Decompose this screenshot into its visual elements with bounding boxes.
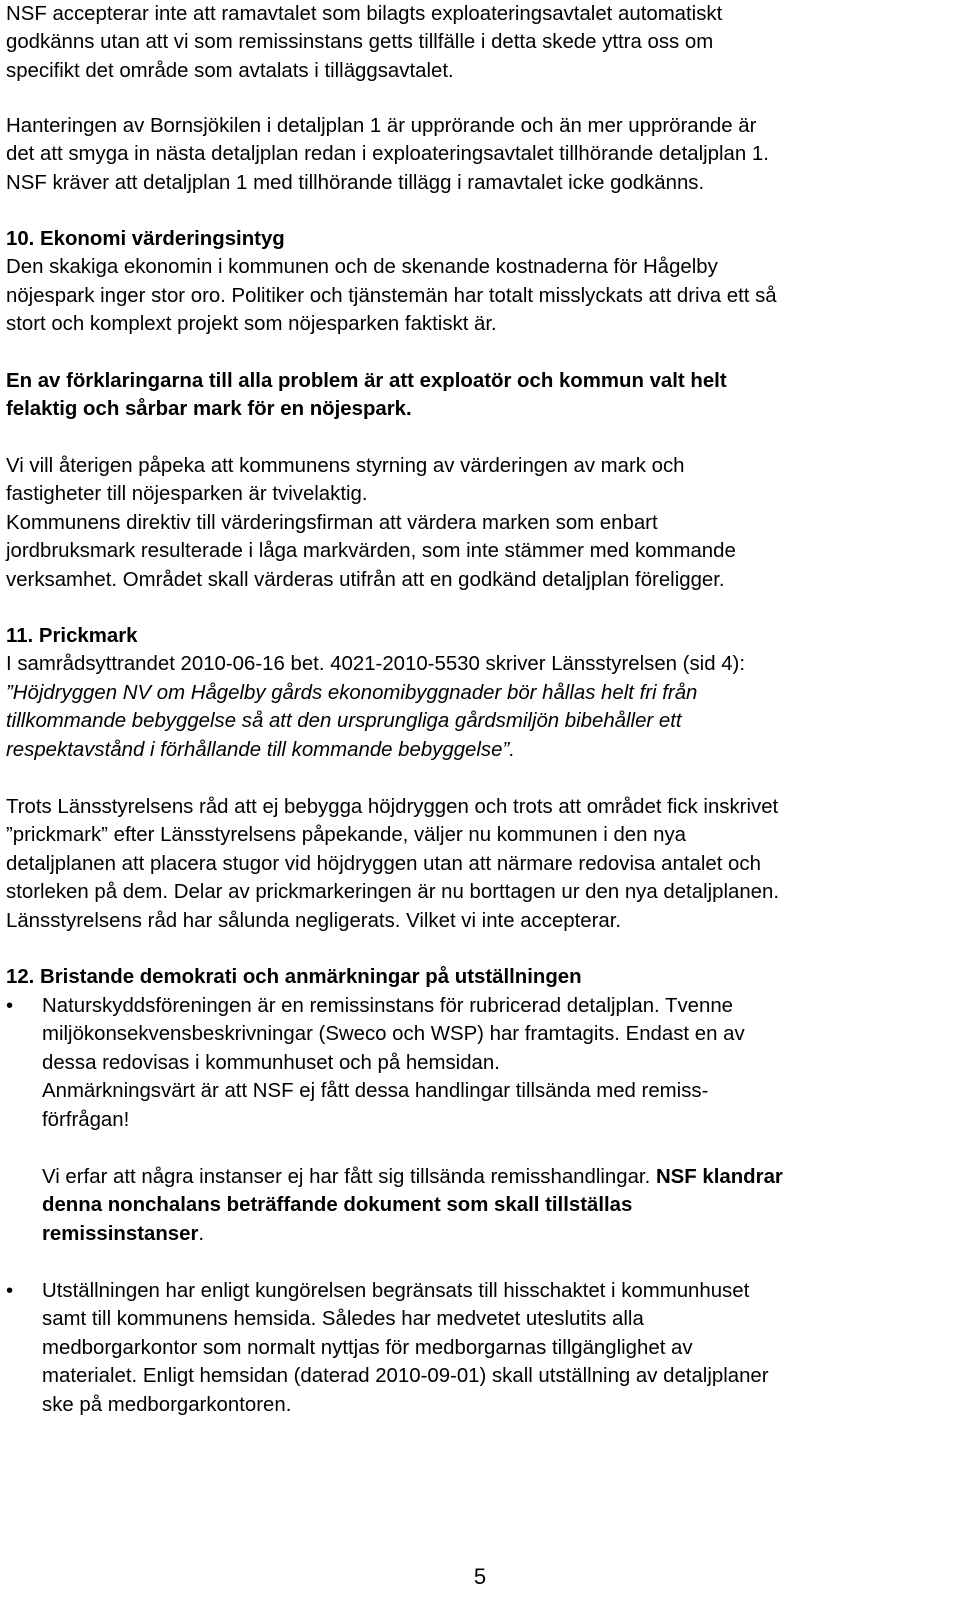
text-line: samt till kommunens hemsida. Således har medvetet uteslutits alla	[42, 1308, 644, 1331]
paragraph	[6, 0, 722, 85]
section-heading: 12. Bristande demokrati och anmärkningar på utställningen	[6, 966, 582, 988]
text-line: nöjespark inger stor oro. Politiker och tjänstemän har totalt misslyckats att driva ett så	[6, 284, 777, 307]
text-line: storleken på dem. Delar av prickmarkeringen är nu borttagen ur den nya detaljplanen.	[6, 881, 780, 904]
text-line: Trots Länsstyrelsens råd att ej bebygga höjdryggen och trots att området fick inskrivet	[6, 796, 779, 818]
bullet-icon: •	[6, 1280, 14, 1302]
section-11	[6, 622, 745, 764]
bullet-continuation	[42, 1163, 952, 1248]
text-line: detaljplanen att placera stugor vid höjdryggen utan att närmare redovisa antalet och	[6, 852, 761, 875]
bullet-icon: •	[6, 995, 14, 1017]
text-line: specifikt det område som avtalats i tilläggsavtalet.	[6, 59, 454, 82]
emphasis-paragraph	[6, 367, 727, 424]
text-run: remissinstanser	[42, 1222, 199, 1245]
text-line: jordbruksmark resulterade i låga markvärden, som inte stämmer med kommande	[6, 540, 736, 563]
text-line	[42, 1163, 952, 1191]
text-line: Utställningen har enligt kungörelsen begränsats till hisschaktet i kommunhuset	[42, 1280, 750, 1302]
page-number: 5	[473, 1564, 487, 1589]
quote-line: tillkommande bebyggelse så att den ursprungliga gårdsmiljön bibehåller ett	[6, 710, 682, 733]
text-line: miljökonsekvensbeskrivningar (Sweco och WSP) har framtagits. Endast en av	[42, 1023, 745, 1046]
section-heading: 11. Prickmark	[6, 625, 138, 647]
section-12	[6, 963, 582, 991]
text-line	[42, 1220, 952, 1248]
text-line: det att smyga in nästa detaljplan redan i exploateringsavtalet tillhörande detaljplan 1.	[6, 143, 769, 166]
text-line: medborgarkontor som normalt nyttjas för medborgarnas tillgänglighet av	[42, 1336, 693, 1359]
text-line: Kommunens direktiv till värderingsfirman att värdera marken som enbart	[6, 511, 658, 534]
quote-line: respektavstånd i förhållande till kommande bebyggelse”.	[6, 738, 515, 761]
text-line: NSF accepterar inte att ramavtalet som bilagts exploateringsavtalet automatiskt	[6, 3, 723, 25]
section-10	[6, 225, 777, 339]
text-run: .	[198, 1222, 205, 1245]
text-line: NSF kräver att detaljplan 1 med tillhörande tillägg i ramavtalet icke godkänns.	[6, 171, 705, 194]
text-line: Naturskyddsföreningen är en remissinstans för rubricerad detaljplan. Tvenne	[42, 995, 734, 1017]
text-line: godkänns utan att vi som remissinstans getts tillfälle i detta skede yttra oss om	[6, 31, 714, 54]
text-run: Vi erfar att några instanser ej har fått sig tillsända remisshandlingar.	[42, 1166, 656, 1188]
text-line: fastigheter till nöjesparken är tvivelaktig.	[6, 483, 368, 506]
text-line: Vi vill återigen påpeka att kommunens styrning av värderingen av mark och	[6, 455, 685, 477]
paragraph	[6, 452, 736, 594]
text-line: Den skakiga ekonomin i kommunen och de skenande kostnaderna för Hågelby	[6, 256, 718, 279]
bullet-text	[42, 1277, 769, 1419]
text-line: ”prickmark” efter Länsstyrelsens påpekande, väljer nu kommunen i den nya	[6, 824, 687, 847]
text-line: Länsstyrelsens råd har sålunda negligerats. Vilket vi inte accepterar.	[6, 909, 622, 932]
bullet-text	[42, 992, 745, 1134]
text-line: dessa redovisas i kommunhuset och på hemsidan.	[42, 1051, 500, 1074]
text-line: Hanteringen av Bornsjökilen i detaljplan 1 är upprörande och än mer upprörande är	[6, 115, 757, 137]
text-line: denna nonchalans beträffande dokument som skall tillställas	[42, 1194, 633, 1217]
quote-line: ”Höjdryggen NV om Hågelby gårds ekonomibyggnader bör hållas helt fri från	[6, 681, 698, 704]
text-line: Anmärkningsvärt är att NSF ej fått dessa handlingar tillsända med remiss-	[42, 1080, 709, 1103]
paragraph	[6, 793, 779, 935]
text-line: verksamhet. Området skall värderas utifrån att en godkänd detaljplan föreligger.	[6, 568, 725, 591]
text-line: materialet. Enligt hemsidan (daterad 2010-09-01) skall utställning av detaljplaner	[42, 1365, 769, 1388]
text-line: stort och komplext projekt som nöjesparken faktiskt är.	[6, 313, 497, 336]
section-heading: 10. Ekonomi värderingsintyg	[6, 228, 285, 250]
text-line: förfrågan!	[42, 1108, 130, 1131]
text-line: ske på medborgarkontoren.	[42, 1393, 292, 1416]
paragraph	[6, 112, 769, 197]
text-run: NSF klandrar	[655, 1166, 783, 1188]
text-line: felaktig och sårbar mark för en nöjespark.	[6, 398, 412, 421]
text-line: I samrådsyttrandet 2010-06-16 bet. 4021-2010-5530 skriver Länsstyrelsen (sid 4):	[6, 653, 745, 676]
text-line: En av förklaringarna till alla problem är att exploatör och kommun valt helt	[6, 370, 727, 392]
